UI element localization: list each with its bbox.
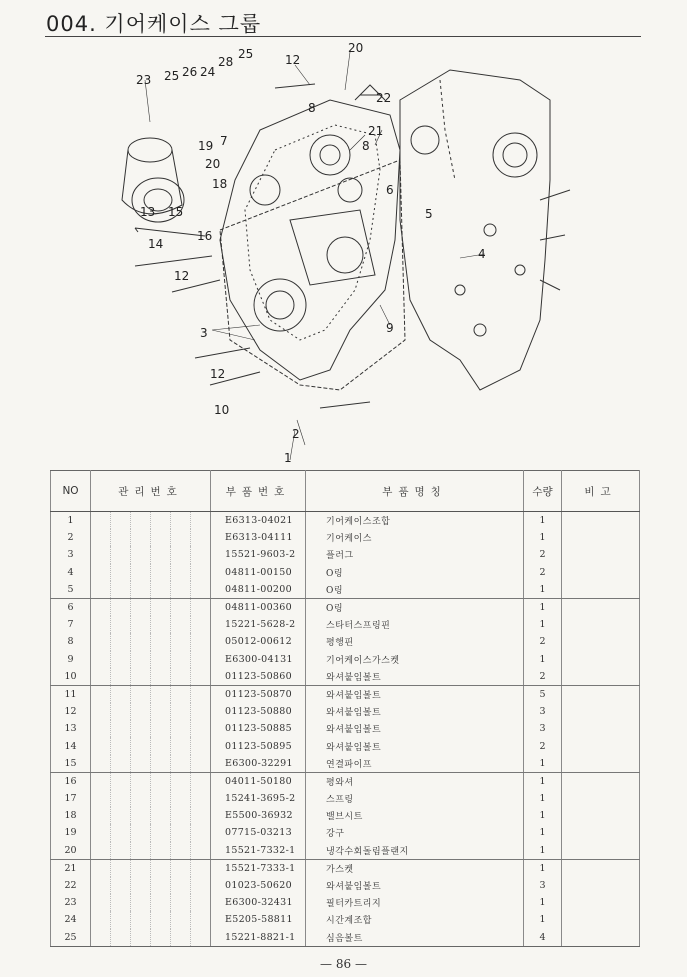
callout-24: 24 [200,65,216,79]
callout-19: 20 [205,157,221,171]
row-qty: 1 [524,529,562,546]
row-part-number: 01023-50620 [211,877,306,894]
row-part-number: 01123-50860 [211,668,306,686]
row-no: 11 [51,685,91,703]
row-mgmt [91,512,211,530]
header-part-name: 부품명칭 [306,471,524,512]
callout-1: 1 [284,451,292,465]
table-row [51,529,640,546]
callout-10: 10 [214,403,230,417]
row-no: 7 [51,616,91,633]
callout-12b: 12 [210,367,226,381]
row-remark [562,929,640,947]
row-part-name: O링 [306,598,524,616]
table-row [51,807,640,824]
row-no: 15 [51,755,91,773]
row-remark [562,859,640,877]
row-qty: 1 [524,790,562,807]
row-part-number: 04811-00150 [211,564,306,581]
callout-6: 6 [386,183,394,197]
table-row [51,598,640,616]
row-part-number: 15221-8821-1 [211,929,306,947]
callout-4: 4 [478,247,486,261]
row-remark [562,720,640,737]
row-part-number: E6313-04021 [211,512,306,530]
row-qty: 1 [524,911,562,928]
row-remark [562,894,640,911]
header-part-number: 부품번호 [211,471,306,512]
row-mgmt [91,703,211,720]
row-part-number: E6313-04111 [211,529,306,546]
row-part-name: 평행핀 [306,633,524,650]
engine-block-drawing [400,70,570,390]
row-mgmt [91,546,211,563]
table-row [51,546,640,563]
table-row [51,877,640,894]
row-mgmt [91,755,211,773]
callout-27: 26 [182,65,198,79]
row-part-name: 와셔붙임볼트 [306,685,524,703]
callout-2: 2 [292,427,300,441]
row-mgmt [91,529,211,546]
page-number: — 86 — [320,957,367,971]
row-qty: 3 [524,877,562,894]
callout-5: 5 [425,207,433,221]
row-no: 8 [51,633,91,650]
callout-15: 15 [168,205,184,219]
row-qty: 3 [524,720,562,737]
row-part-number: E6300-32431 [211,894,306,911]
row-part-name: 기어케이스 [306,529,524,546]
row-part-number: E6300-04131 [211,651,306,668]
row-remark [562,737,640,754]
callout-9: 9 [386,321,394,335]
row-remark [562,529,640,546]
callout-26: 25 [164,69,180,83]
row-qty: 1 [524,755,562,773]
row-qty: 1 [524,512,562,530]
row-part-number: 01123-50885 [211,720,306,737]
row-qty: 1 [524,616,562,633]
row-mgmt [91,807,211,824]
row-remark [562,651,640,668]
row-remark [562,790,640,807]
row-part-number: E5500-36932 [211,807,306,824]
callout-23: 23 [136,73,152,87]
row-no: 23 [51,894,91,911]
row-part-number: 15521-9603-2 [211,546,306,563]
row-remark [562,616,640,633]
row-remark [562,512,640,530]
row-part-number: 05012-00612 [211,633,306,650]
row-part-name: 가스켓 [306,859,524,877]
header-remark: 비고 [562,471,640,512]
table-row [51,842,640,860]
row-part-number: 01123-50895 [211,737,306,754]
row-part-name: 강구 [306,824,524,841]
row-part-number: 01123-50880 [211,703,306,720]
row-part-name: 연결파이프 [306,755,524,773]
header-qty: 수량 [524,471,562,512]
row-remark [562,842,640,860]
row-qty: 1 [524,842,562,860]
row-part-name: 와셔붙임볼트 [306,720,524,737]
row-qty: 1 [524,859,562,877]
page-title: 004. 기어케이스 그룹 [46,12,262,36]
row-part-number: E6300-32291 [211,755,306,773]
row-mgmt [91,633,211,650]
row-part-name: 와셔붙임볼트 [306,703,524,720]
row-no: 6 [51,598,91,616]
row-no: 17 [51,790,91,807]
callout-12a: 12 [285,53,301,67]
row-no: 12 [51,703,91,720]
row-remark [562,598,640,616]
row-mgmt [91,668,211,686]
row-part-name: 와셔붙임볼트 [306,668,524,686]
row-mgmt [91,737,211,754]
row-no: 18 [51,807,91,824]
table-row [51,737,640,754]
row-remark [562,564,640,581]
row-no: 3 [51,546,91,563]
row-mgmt [91,877,211,894]
row-qty: 3 [524,703,562,720]
parts-table [50,470,640,947]
callout-13: 13 [140,205,156,219]
table-row [51,703,640,720]
row-no: 25 [51,929,91,947]
row-mgmt [91,859,211,877]
row-mgmt [91,842,211,860]
row-part-name: 필터카트리지 [306,894,524,911]
row-no: 20 [51,842,91,860]
row-part-name: 스프링 [306,790,524,807]
row-no: 1 [51,512,91,530]
row-no: 14 [51,737,91,754]
row-mgmt [91,581,211,599]
row-part-name: 평와셔 [306,772,524,790]
row-qty: 1 [524,894,562,911]
bolts-drawing [135,84,380,408]
row-qty: 2 [524,737,562,754]
row-mgmt [91,790,211,807]
row-qty: 4 [524,929,562,947]
row-qty: 1 [524,807,562,824]
row-no: 5 [51,581,91,599]
row-part-number: E5205-58811 [211,911,306,928]
row-remark [562,668,640,686]
callout-18: 19 [198,139,214,153]
table-row [51,564,640,581]
row-no: 22 [51,877,91,894]
row-no: 24 [51,911,91,928]
exploded-diagram [100,40,580,470]
row-part-name: 플러그 [306,546,524,563]
row-qty: 2 [524,633,562,650]
row-no: 16 [51,772,91,790]
table-row [51,633,640,650]
row-mgmt [91,824,211,841]
row-part-name: 기어케이스조합 [306,512,524,530]
row-remark [562,703,640,720]
row-mgmt [91,685,211,703]
table-row [51,772,640,790]
row-part-number: 15241-3695-2 [211,790,306,807]
row-part-name: 와셔붙임볼트 [306,737,524,754]
table-row [51,581,640,599]
callout-11: 12 [174,269,190,283]
row-no: 2 [51,529,91,546]
row-part-number: 07715-03213 [211,824,306,841]
row-remark [562,546,640,563]
row-no: 21 [51,859,91,877]
row-part-name: 시간계조합 [306,911,524,928]
row-qty: 2 [524,564,562,581]
row-part-number: 04811-00200 [211,581,306,599]
row-part-name: 스타터스프링핀 [306,616,524,633]
row-qty: 1 [524,598,562,616]
table-row [51,824,640,841]
callout-22: 22 [376,91,392,105]
row-part-name: O링 [306,564,524,581]
row-qty: 1 [524,581,562,599]
callout-8b: 8 [362,139,370,153]
row-no: 19 [51,824,91,841]
row-mgmt [91,651,211,668]
row-remark [562,911,640,928]
table-row [51,616,640,633]
callout-3: 3 [200,326,208,340]
row-part-number: 04811-00360 [211,598,306,616]
row-mgmt [91,598,211,616]
row-part-name: 기어케이스가스켓 [306,651,524,668]
row-remark [562,685,640,703]
row-qty: 5 [524,685,562,703]
row-no: 4 [51,564,91,581]
table-row [51,859,640,877]
callout-8a: 8 [308,101,316,115]
row-mgmt [91,564,211,581]
row-no: 13 [51,720,91,737]
callout-14: 14 [148,237,164,251]
callout-16: 16 [197,229,213,243]
header-mgmt: 관리번호 [91,471,211,512]
row-qty: 2 [524,668,562,686]
callout-20: 20 [348,41,364,55]
row-part-number: 15521-7333-1 [211,859,306,877]
table-row [51,790,640,807]
row-part-number: 15521-7332-1 [211,842,306,860]
table-row [51,894,640,911]
row-part-name: 냉각수회돌림플랜지 [306,842,524,860]
gasket-drawing [220,160,405,390]
table-row [51,668,640,686]
header-no: NO [51,471,91,512]
row-qty: 1 [524,651,562,668]
table-row [51,720,640,737]
row-remark [562,877,640,894]
table-header-row [51,471,640,512]
row-part-name: 심음볼트 [306,929,524,947]
row-remark [562,633,640,650]
table-row [51,685,640,703]
row-qty: 1 [524,824,562,841]
row-part-name: 와셔붙임볼트 [306,877,524,894]
row-part-number: 01123-50870 [211,685,306,703]
row-mgmt [91,894,211,911]
table-row [51,911,640,928]
row-qty: 1 [524,772,562,790]
row-part-name: O링 [306,581,524,599]
callout-7: 7 [220,134,228,148]
table-row [51,929,640,947]
row-no: 10 [51,668,91,686]
row-part-name: 밸브시트 [306,807,524,824]
row-part-number: 15221-5628-2 [211,616,306,633]
row-remark [562,807,640,824]
callout-21: 21 [368,124,384,138]
table-row [51,755,640,773]
table-row [51,651,640,668]
row-remark [562,755,640,773]
row-no: 9 [51,651,91,668]
row-mgmt [91,911,211,928]
row-remark [562,772,640,790]
callout-28: 28 [218,55,234,69]
row-mgmt [91,720,211,737]
row-mgmt [91,772,211,790]
row-remark [562,581,640,599]
row-mgmt [91,929,211,947]
callout-17: 18 [212,177,228,191]
row-qty: 2 [524,546,562,563]
row-remark [562,824,640,841]
table-row [51,512,640,530]
row-part-number: 04011-50180 [211,772,306,790]
callout-25: 25 [238,47,254,61]
row-mgmt [91,616,211,633]
title-rule [45,36,641,37]
